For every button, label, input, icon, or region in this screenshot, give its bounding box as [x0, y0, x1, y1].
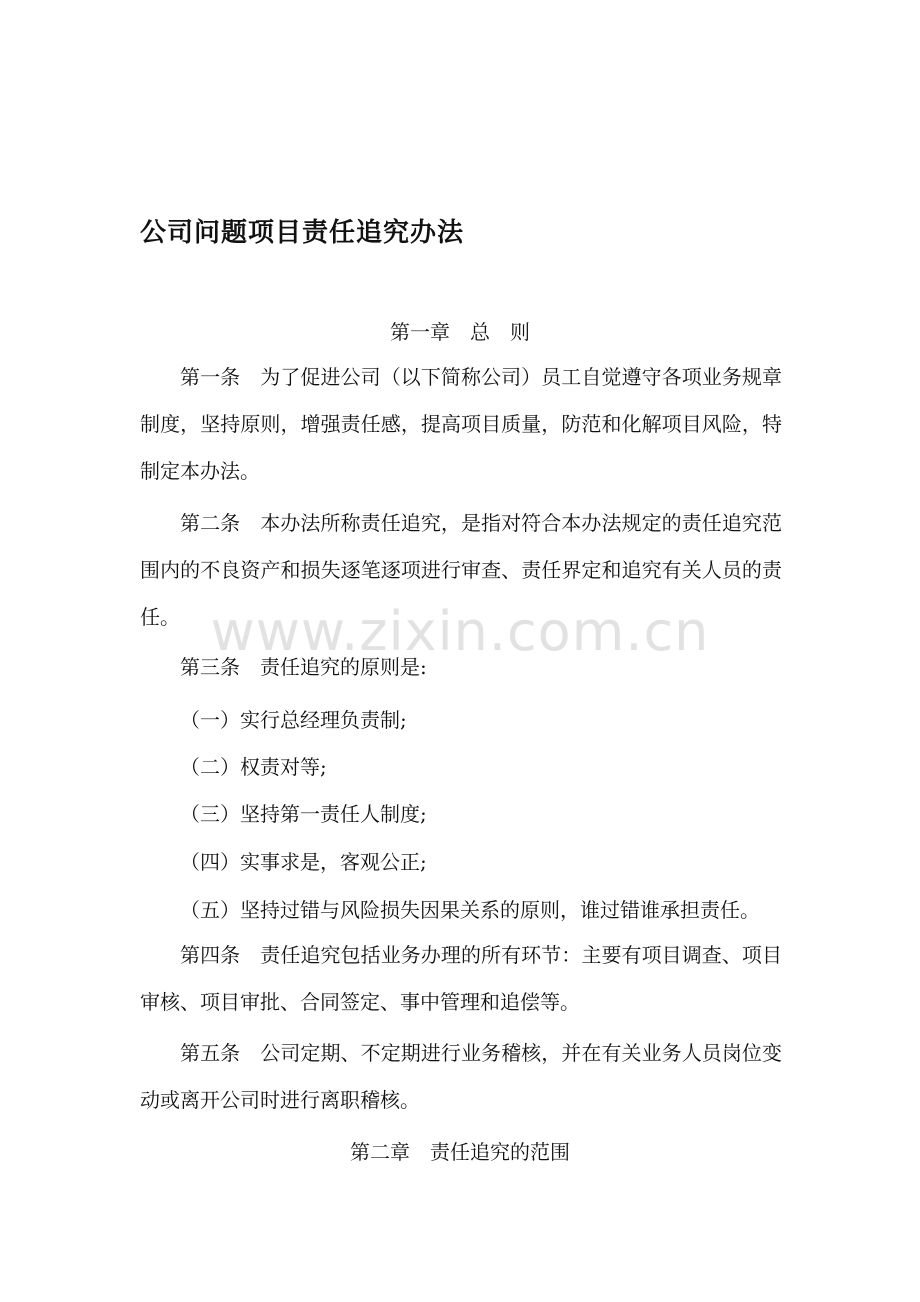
- principle-item: （五）坚持过错与风险损失因果关系的原则，谁过错谁承担责任。: [180, 898, 760, 922]
- article-4: 第四条 责任追究包括业务办理的所有环节：主要有项目调查、项目审核、项目审批、合同签定、事中管理和追偿等。: [140, 943, 782, 1014]
- article-5: 第五条 公司定期、不定期进行业务稽核，并在有关业务人员岗位变动或离开公司时进行离职稽核。: [140, 1041, 782, 1112]
- article-3: 第三条 责任追究的原则是:: [180, 655, 427, 679]
- principle-item: （二）权责对等;: [180, 755, 327, 779]
- chapter-heading-2: 第二章 责任追究的范围: [350, 1140, 570, 1164]
- article-1: 第一条 为了促进公司（以下简称公司）员工自觉遵守各项业务规章制度，坚持原则，增强责任感，提高项目质量，防范和化解项目风险，特制定本办法。: [140, 365, 782, 483]
- watermark: www.zixin.com.cn: [210, 600, 710, 663]
- article-2: 第二条 本办法所称责任追究，是指对符合本办法规定的责任追究范围内的不良资产和损失逐笔逐项进行审查、责任界定和追究有关人员的责任。: [140, 511, 782, 629]
- principle-item: （一）实行总经理负责制;: [180, 708, 407, 732]
- principle-item: （四）实事求是，客观公正;: [180, 850, 427, 874]
- chapter-heading-1: 第一章 总 则: [390, 320, 530, 344]
- principle-item: （三）坚持第一责任人制度;: [180, 802, 427, 826]
- document-title: 公司问题项目责任追究办法: [140, 218, 465, 248]
